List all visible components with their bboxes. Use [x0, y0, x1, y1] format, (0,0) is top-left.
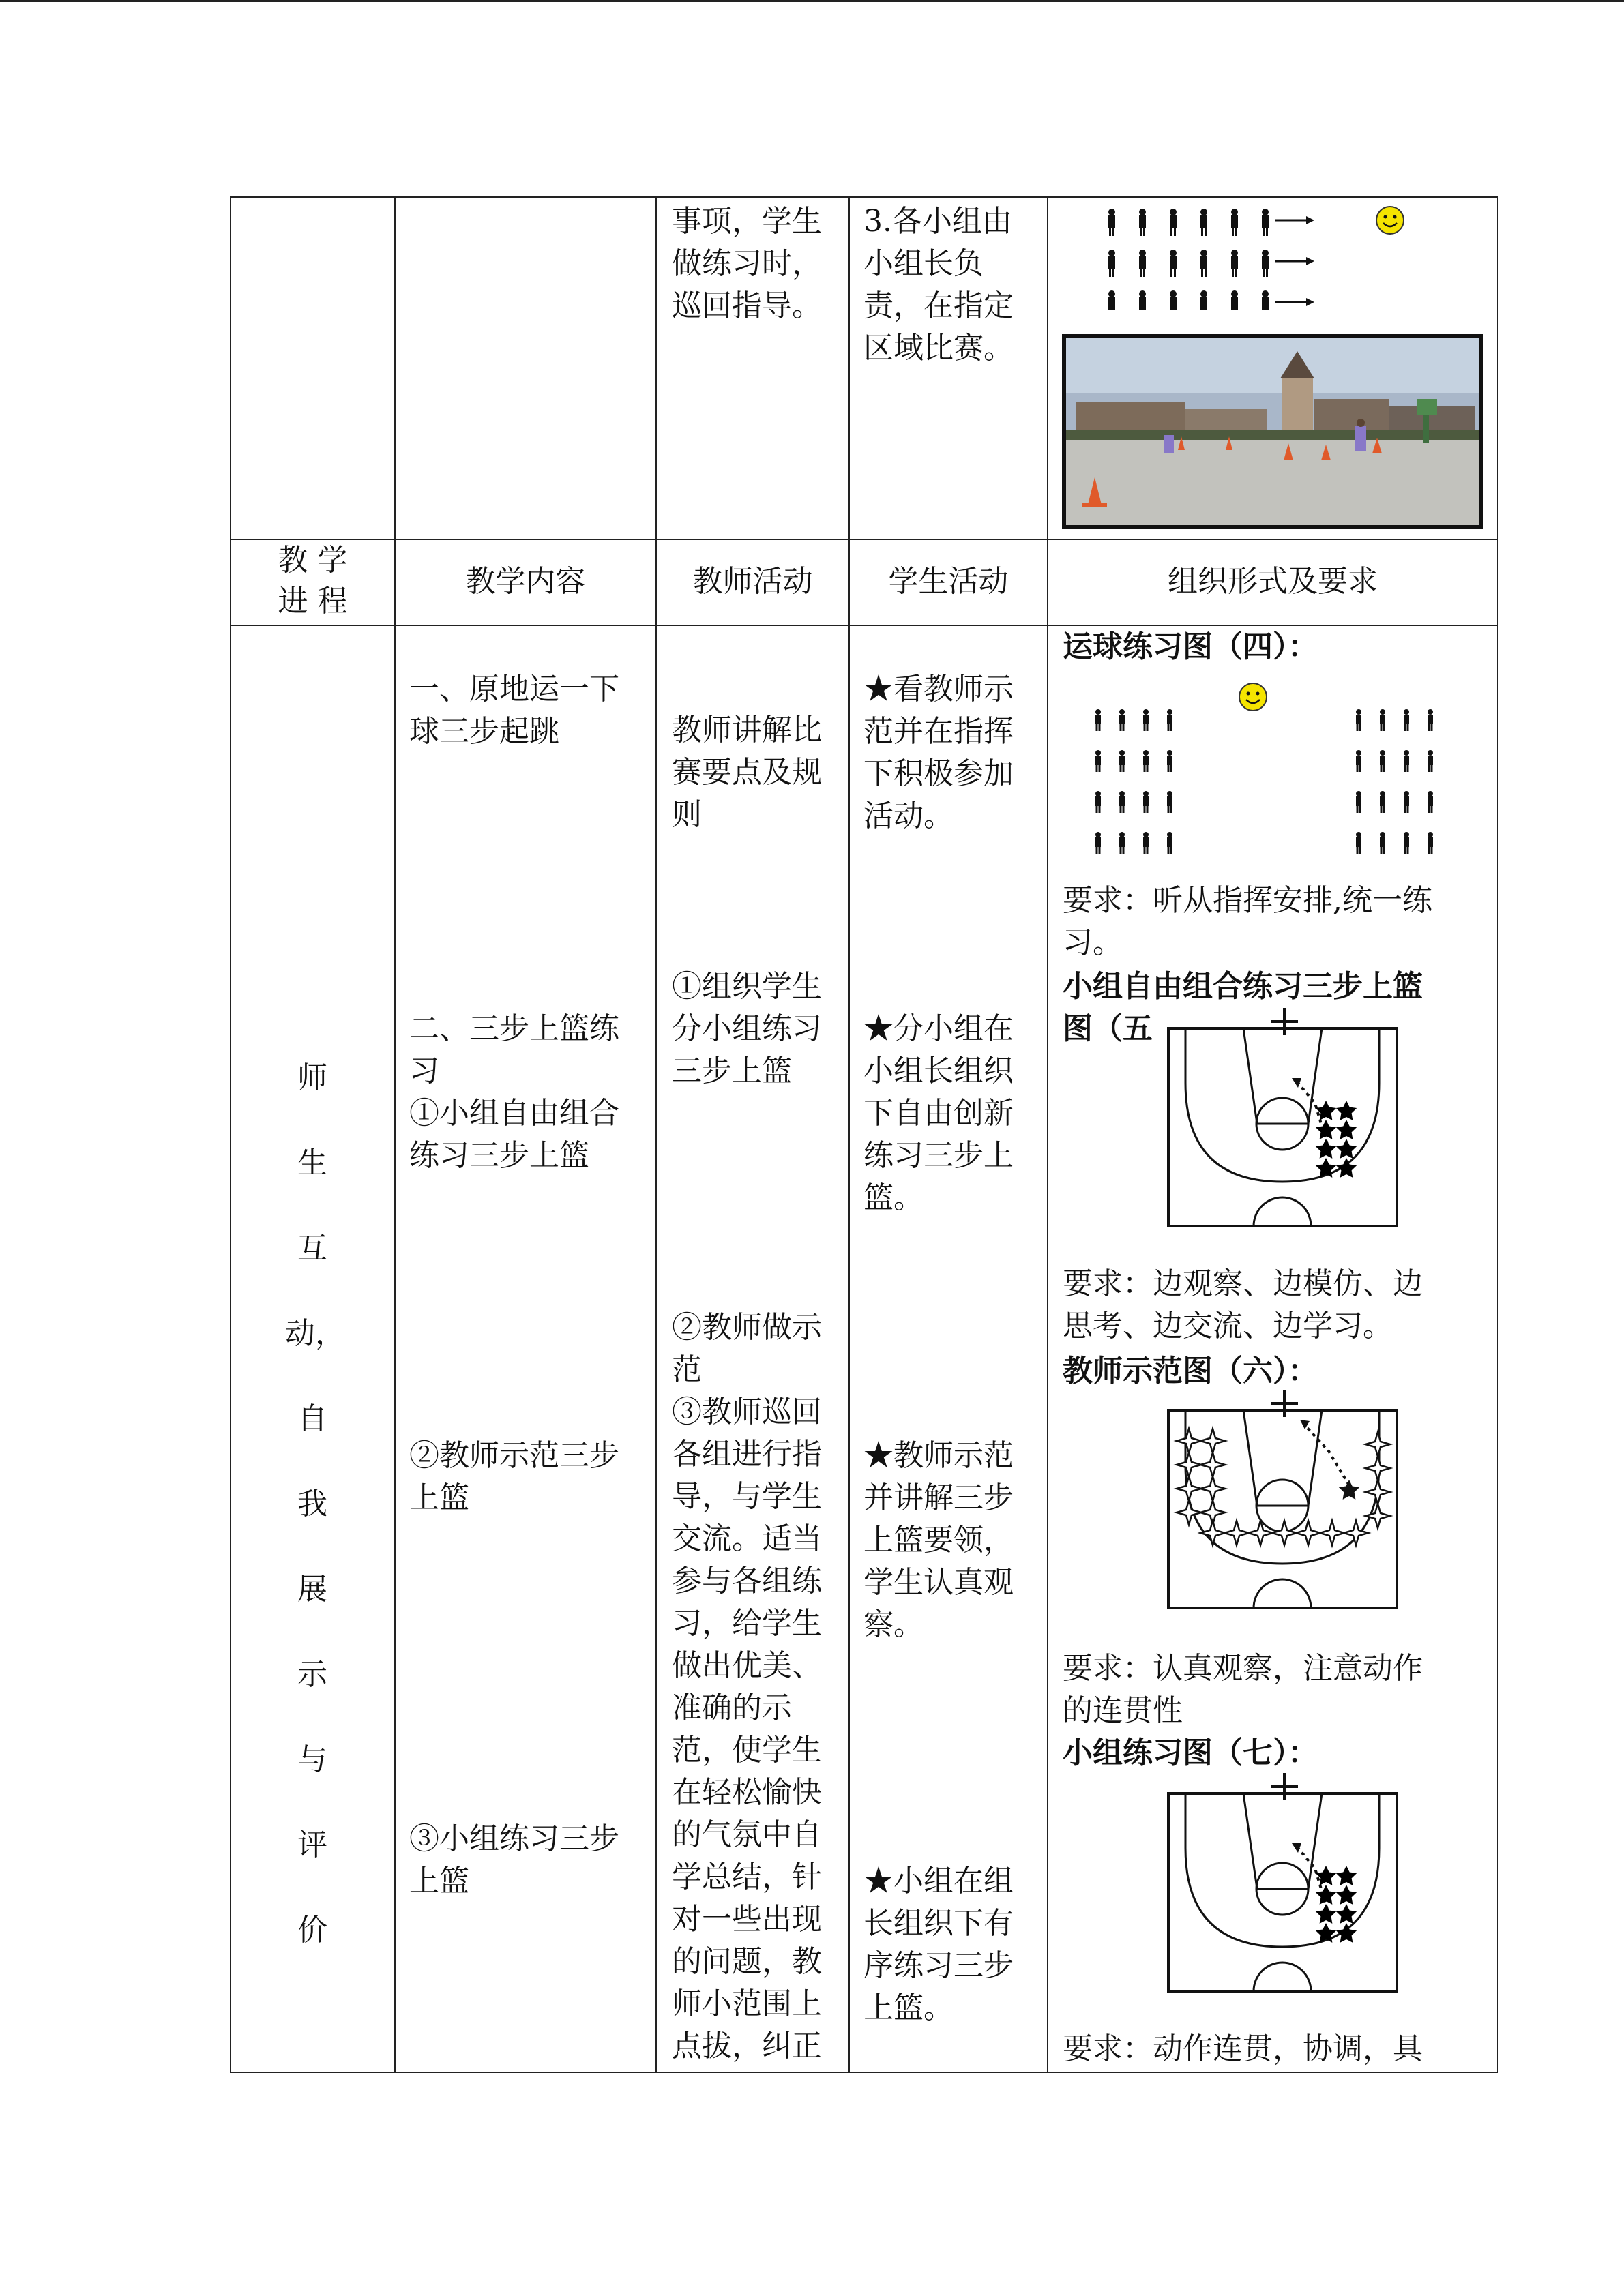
text-line: 活动。	[863, 799, 954, 833]
header-content: 教学内容	[465, 564, 586, 599]
text-line: 习。	[1063, 925, 1123, 960]
header-stage	[231, 540, 394, 622]
col-border-1	[394, 196, 396, 2073]
stage-char: 自	[297, 1401, 327, 1436]
person-row-2	[1108, 250, 1314, 277]
content-item-4	[409, 1818, 619, 1903]
text-line: 导，与学生	[672, 1479, 822, 1514]
student-activity-3	[863, 1435, 1014, 1646]
header-top-border	[230, 539, 1498, 540]
player-stars	[1316, 1866, 1357, 1943]
text-line: ★小组在组	[863, 1864, 1014, 1898]
text-line: ②教师做示	[672, 1310, 822, 1345]
text-line: 的气氛中自	[672, 1817, 822, 1852]
text-line: 下积极参加	[863, 756, 1014, 791]
text-line: 进 程	[278, 584, 348, 618]
stage-char: 示	[297, 1657, 327, 1692]
teacher-activity-1	[672, 709, 822, 836]
stage-char: 互	[297, 1231, 327, 1266]
text-line: 小组长组织	[863, 1054, 1014, 1088]
text-line: 区域比赛。	[863, 331, 1014, 366]
text-line: ③小组练习三步	[409, 1821, 619, 1856]
fig7-title: 小组练习图（七）：	[1063, 1735, 1318, 1770]
text-line: 的问题，教	[672, 1944, 822, 1979]
text-line: 长组织下有	[863, 1906, 1014, 1941]
text-line: 师小范围上	[672, 1986, 822, 2021]
stage-char: 师	[297, 1060, 327, 1095]
requirement-2	[1063, 1263, 1423, 1347]
text-line: 范	[672, 1352, 702, 1387]
text-line: 一、原地运一下	[409, 672, 619, 706]
text-line: 教 学	[278, 543, 348, 578]
text-line: 序练习三步	[863, 1948, 1014, 1983]
page-top-border	[0, 0, 1624, 2]
person-row-1	[1108, 209, 1314, 236]
text-line: 交流。适当	[672, 1521, 822, 1556]
text-line: 做练习时，	[672, 246, 822, 281]
text-line: 的连贯性	[1063, 1693, 1183, 1728]
outline-stars	[1177, 1429, 1390, 1545]
text-line: 上篮	[409, 1864, 469, 1898]
text-line: 做出优美、	[672, 1648, 822, 1683]
requirement-1	[1063, 880, 1432, 964]
court-diagram-fig7	[1165, 1773, 1400, 1998]
teacher-activity-3	[672, 1307, 822, 2068]
text-line: 二、三步上篮练	[409, 1011, 619, 1046]
student-activity-4	[863, 1860, 1014, 2029]
text-line: 下自由创新	[863, 1096, 1014, 1131]
smiley-icon	[1376, 207, 1404, 234]
text-line: 事项，学生	[672, 204, 822, 239]
text-line: 准确的示	[672, 1690, 792, 1725]
court-diagram-fig5	[1165, 1008, 1400, 1233]
header-organization: 组织形式及要求	[1168, 564, 1378, 599]
stage-char: 动，	[285, 1316, 345, 1351]
text-line: ①小组自由组合	[409, 1096, 619, 1131]
fig6-title: 教师示范图（六）：	[1063, 1354, 1318, 1388]
text-line: 巡回指导。	[672, 288, 822, 323]
text-line: 习，给学生	[672, 1606, 822, 1641]
text-line: ★分小组在	[863, 1011, 1014, 1046]
text-line: ②教师示范三步	[409, 1438, 619, 1473]
fig4-title: 运球练习图（四）：	[1063, 629, 1318, 664]
row1-student-activity	[863, 200, 1014, 370]
col-border-3	[848, 196, 850, 2073]
text-line: 责，在指定	[863, 288, 1014, 323]
text-line: 要求：听从指挥安排,统一练	[1063, 883, 1432, 918]
col-border-2	[655, 196, 657, 2073]
text-line: 学总结，针	[672, 1860, 822, 1894]
person-row-3	[1108, 290, 1314, 310]
requirement-4: 要求：动作连贯，协调，具	[1063, 2031, 1423, 2066]
header-teacher: 教师活动	[692, 564, 813, 599]
text-line: 上篮	[409, 1480, 469, 1515]
text-line: 并讲解三步	[863, 1480, 1014, 1515]
table-top-border	[230, 196, 1498, 198]
text-line: 范并在指挥	[863, 714, 1014, 749]
row1-teacher-activity	[672, 200, 822, 327]
player-stars	[1316, 1101, 1357, 1178]
text-line: 练习三步上	[863, 1138, 1014, 1173]
content-item-1	[409, 668, 619, 753]
stage-char: 评	[297, 1828, 327, 1862]
text-line: 分小组练习	[672, 1011, 822, 1046]
content-item-3	[409, 1435, 619, 1519]
playground-photo	[1062, 334, 1483, 529]
text-line: 思考、边交流、边学习。	[1063, 1309, 1393, 1343]
left-group	[1095, 709, 1172, 854]
right-group	[1356, 709, 1433, 854]
text-line: 察。	[863, 1607, 924, 1642]
stage-char: 与	[297, 1742, 327, 1777]
student-activity-1	[863, 668, 1014, 837]
text-line: 上篮。	[863, 1991, 954, 2025]
col-border-0	[230, 196, 231, 2073]
smiley-icon	[1239, 683, 1267, 711]
text-line: 参与各组练	[672, 1564, 822, 1598]
text-line: ①组织学生	[672, 969, 822, 1004]
text-line: 习	[409, 1054, 439, 1088]
teacher-activity-2	[672, 966, 822, 1092]
table-bottom-border	[230, 2072, 1498, 2073]
text-line: 小组长负	[863, 246, 984, 281]
text-line: 范，使学生	[672, 1733, 822, 1768]
text-line: 图（五	[1063, 1011, 1153, 1046]
header-student: 学生活动	[888, 564, 1009, 599]
text-line: 要求：认真观察，注意动作	[1063, 1651, 1423, 1686]
text-line: ★看教师示	[863, 672, 1014, 706]
text-line: 练习三步上篮	[409, 1138, 589, 1173]
text-line: ★教师示范	[863, 1438, 1014, 1473]
stage-char: 我	[297, 1487, 327, 1521]
content-item-2	[409, 1008, 619, 1177]
stage-char: 价	[297, 1913, 327, 1948]
row1-formation-diagram	[1084, 201, 1426, 310]
text-line: 球三步起跳	[409, 714, 559, 749]
dribble-formation-diagram	[1084, 675, 1466, 859]
text-line: 各组进行指	[672, 1437, 822, 1472]
text-line: 则	[672, 797, 702, 832]
text-line: 点拔，纠正	[672, 2029, 822, 2063]
court-diagram-fig6	[1165, 1390, 1400, 1615]
text-line: 对一些出现	[672, 1902, 822, 1937]
text-line: 三步上篮	[672, 1054, 792, 1088]
text-line: 要求：边观察、边模仿、边	[1063, 1266, 1423, 1301]
text-line: 小组自由组合练习三步上篮	[1063, 969, 1423, 1004]
col-border-5	[1497, 196, 1498, 2073]
text-line: ③教师巡回	[672, 1395, 822, 1429]
text-line: 教师讲解比	[672, 713, 822, 747]
text-line: 赛要点及规	[672, 755, 822, 790]
requirement-3	[1063, 1648, 1423, 1732]
student-activity-2	[863, 1008, 1014, 1219]
text-line: 篮。	[863, 1180, 924, 1215]
stage-char: 展	[297, 1572, 327, 1607]
text-line: 学生认真观	[863, 1565, 1014, 1600]
text-line: 3.各小组由	[863, 204, 1012, 239]
text-line: 在轻松愉快	[672, 1775, 822, 1810]
col-border-4	[1047, 196, 1048, 2073]
stage-char: 生	[297, 1146, 327, 1180]
text-line: 上篮要领，	[863, 1523, 1014, 1557]
